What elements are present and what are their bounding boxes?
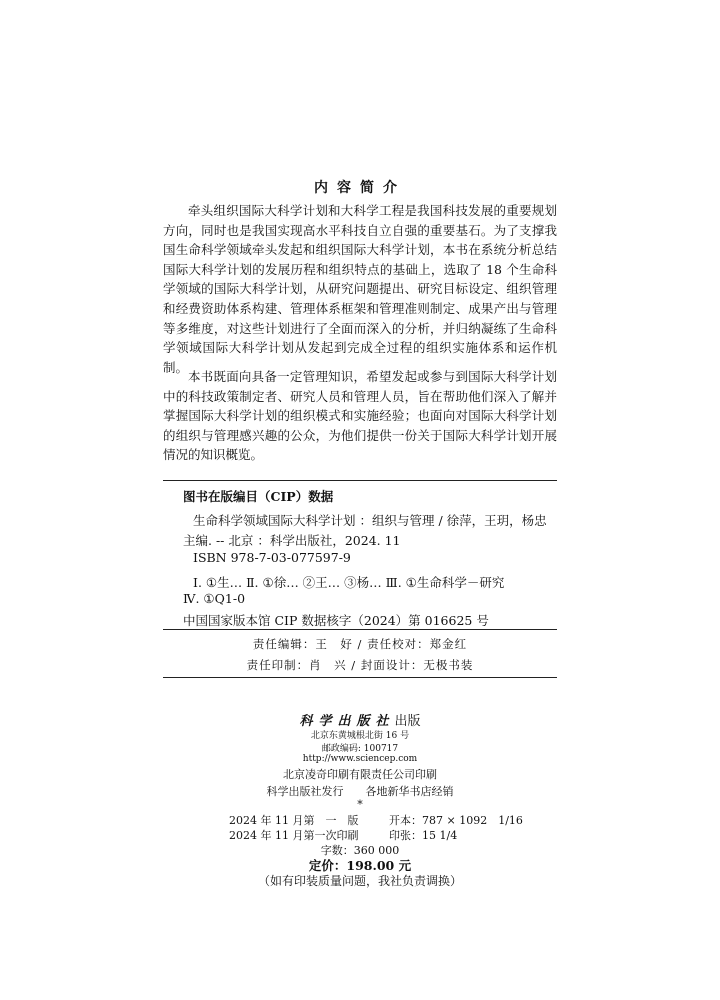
distribution-line: 科学出版社发行 各地新华书店经销 bbox=[266, 785, 454, 798]
intro-title: 内容简介 bbox=[314, 180, 406, 196]
cip-bottom-rule bbox=[163, 629, 557, 630]
cip-record-number: 中国国家版本馆 CIP 数据核字（2024）第 016625 号 bbox=[183, 613, 489, 628]
cip-classification-2: Ⅳ. ①Q1-0 bbox=[183, 591, 246, 606]
publisher-title bbox=[0, 710, 720, 729]
cip-classification-1: Ⅰ. ①生… Ⅱ. ①徐… ②王… ③杨… Ⅲ. ①生命科学－研究 bbox=[193, 575, 505, 590]
publisher-name: 科学出版社 bbox=[299, 714, 395, 729]
cip-title-line: 生命科学领域国际大科学计划 ：组织与管理 / 徐萍，王玥，杨忠 bbox=[193, 513, 547, 528]
editor-line-2: 责任印制：肖 兴 / 封面设计：无极书装 bbox=[246, 658, 474, 672]
printing-info: 2024 年 11 月第一次印刷 bbox=[229, 829, 359, 842]
cip-isbn: ISBN 978-7-03-077597-9 bbox=[193, 550, 351, 565]
cip-top-rule bbox=[163, 480, 557, 481]
cip-editor-line: 主编. -- 北京 ：科学出版社，2024. 11 bbox=[183, 533, 401, 548]
cip-heading: 图书在版编目（CIP）数据 bbox=[183, 489, 334, 504]
printer-name: 北京凌奇印刷有限责任公司印刷 bbox=[283, 768, 437, 781]
publisher-suffix: 出版 bbox=[394, 714, 421, 729]
editor-line-1: 责任编辑：王 好 / 责任校对：郑金红 bbox=[252, 637, 468, 651]
quality-notice: （如有印装质量问题，我社负责调换） bbox=[257, 874, 462, 888]
separator-star: * bbox=[357, 798, 363, 811]
publisher-postcode: 邮政编码: 100717 bbox=[321, 744, 399, 754]
publisher-website: http://www.sciencep.com bbox=[302, 754, 418, 764]
intro-paragraph-1: 牵头组织国际大科学计划和大科学工程是我国科技发展的重要规划方向，同时也是我国实现高水平科技自立自强的重要基石。为了支撑我国生命科学领域牵头发起和组织国际大科学计划，本书在系统分析总结国际大科学计划的发展历程和组织特点的基础上，选取了 18 个生命科学领域的国际大科学计划，从研究问题提出、研究目标设定、组织管理和经费资助体系构建、管理体系框架和管理准则制定、成果产出与管理等多维度，对这些计划进行了全面而深入的分析，并归纳凝练了生命科学领域国际大科学计划从发起到完成全过程的组织实施体系和运作机制。 bbox=[163, 203, 557, 375]
sheets-info: 印张：15 1/4 bbox=[389, 829, 458, 842]
price: 定价：198.00 元 bbox=[308, 858, 412, 873]
word-count: 字数：360 000 bbox=[320, 844, 400, 857]
publisher-address: 北京东黄城根北街 16 号 bbox=[310, 731, 410, 741]
format-info: 开本：787 × 1092 1/16 bbox=[389, 814, 523, 827]
edition-info: 2024 年 11 月第 一 版 bbox=[229, 814, 359, 827]
editor-bottom-rule bbox=[163, 677, 557, 678]
intro-paragraph-2: 本书既面向具备一定管理知识，希望发起或参与到国际大科学计划中的科技政策制定者、研究人员和管理人员，旨在帮助他们深入了解并掌握国际大科学计划的组织模式和实施经验；也面向对国际大科学计划的组织与管理感兴趣的公众，为他们提供一份关于国际大科学计划开展情况的知识概览。 bbox=[163, 369, 557, 463]
